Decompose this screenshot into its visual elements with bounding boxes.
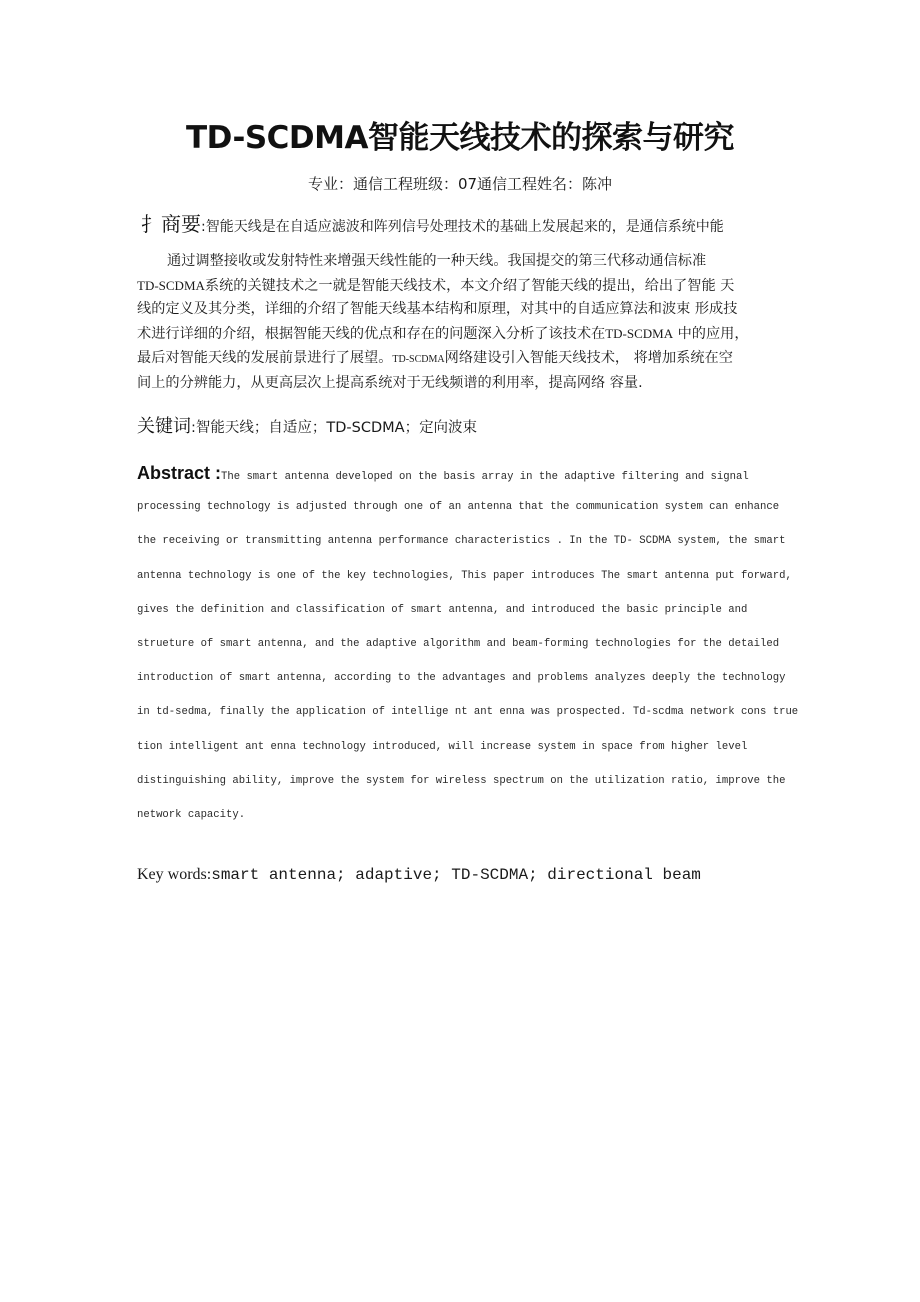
abstract-en-label: Abstract : (137, 463, 222, 483)
keywords-en (137, 864, 701, 884)
abstract-en-line: Abstract :The smart antenna developed on the basis array in the adaptive filtering and signal (137, 463, 749, 483)
keywords-en-label: Key words: (137, 866, 212, 883)
author-line: 专业：通信工程班级：07通信工程姓名：陈冲 (307, 175, 613, 193)
abstract-en-line: tion intelligent ant enna technology introduced, will increase system in space from higher level (137, 740, 748, 753)
keywords-cn (137, 412, 477, 438)
keywords-en-value: smart antenna; adaptive; TD-SCDMA; directional beam (211, 866, 701, 884)
abstract-en-line: processing technology is adjusted through one of an antenna that the communication system can enhance (137, 501, 780, 514)
abstract-cn-label: 扌商要 (141, 212, 201, 236)
keywords-cn-value: :智能天线；自适应；TD-SCDMA；定向波束 (191, 420, 478, 436)
abstract-cn-body (137, 250, 797, 395)
abstract-cn-line: 通过调整接收或发射特性来增强天线性能的一种天线。我国提交的第三代移动通信标准 (167, 253, 707, 269)
abstract-en-line: network capacity. (137, 808, 246, 821)
abstract-en-line: gives the definition and classification of smart antenna, and introduced the basic principle and (137, 603, 748, 616)
abstract-en-line: strueture of smart antenna, and the adaptive algorithm and beam-forming technologies for the detailed (137, 637, 780, 650)
abstract-en-line: introduction of smart antenna, according to the advantages and problems analyzes deeply the technology (137, 672, 786, 685)
abstract-en-line: distinguishing ability, improve the system for wireless spectrum on the utilization ratio, improve the (137, 774, 786, 787)
paper-title: TD-SCDMA智能天线技术的探索与研究 (186, 120, 734, 156)
abstract-en (137, 458, 797, 834)
abstract-cn-line: 术进行详细的介绍，根据智能天线的优点和存在的问题深入分析了该技术在TD-SCDMA 中的应用， (137, 326, 749, 343)
abstract-cn-line: 间上的分辨能力，从更高层次上提高系统对于无线频谱的利用率，提高网络 容量. (137, 374, 643, 391)
abstract-en-line: the receiving or transmitting antenna performance characteristics . In the TD- SCDMA system, the smart (137, 535, 786, 548)
abstract-cn-first-line: :智能天线是在自适应滤波和阵列信号处理技术的基础上发展起来的，是通信系统中能 (201, 219, 724, 235)
abstract-cn-line: TD-SCDMA系统的关键技术之一就是智能天线技术，本文介绍了智能天线的提出，给出了智能 天 (137, 277, 735, 294)
abstract-cn-line: 线的定义及其分类，详细的介绍了智能天线基本结构和原理，对其中的自适应算法和波束 形成技 (137, 301, 738, 318)
abstract-en-line: in td-sedma, finally the application of intellige nt ant enna was prospected. Td-scdma network cons true (137, 706, 799, 719)
keywords-cn-label: 关键词 (137, 416, 191, 437)
abstract-en-line: antenna technology is one of the key technologies, This paper introduces The smart antenna put forward, (137, 569, 792, 582)
abstract-cn-heading (141, 208, 821, 237)
abstract-cn-line: 最后对智能天线的发展前景进行了展望。TD-SCDMA网络建设引入智能天线技术， 将增加系统在空 (137, 349, 733, 366)
